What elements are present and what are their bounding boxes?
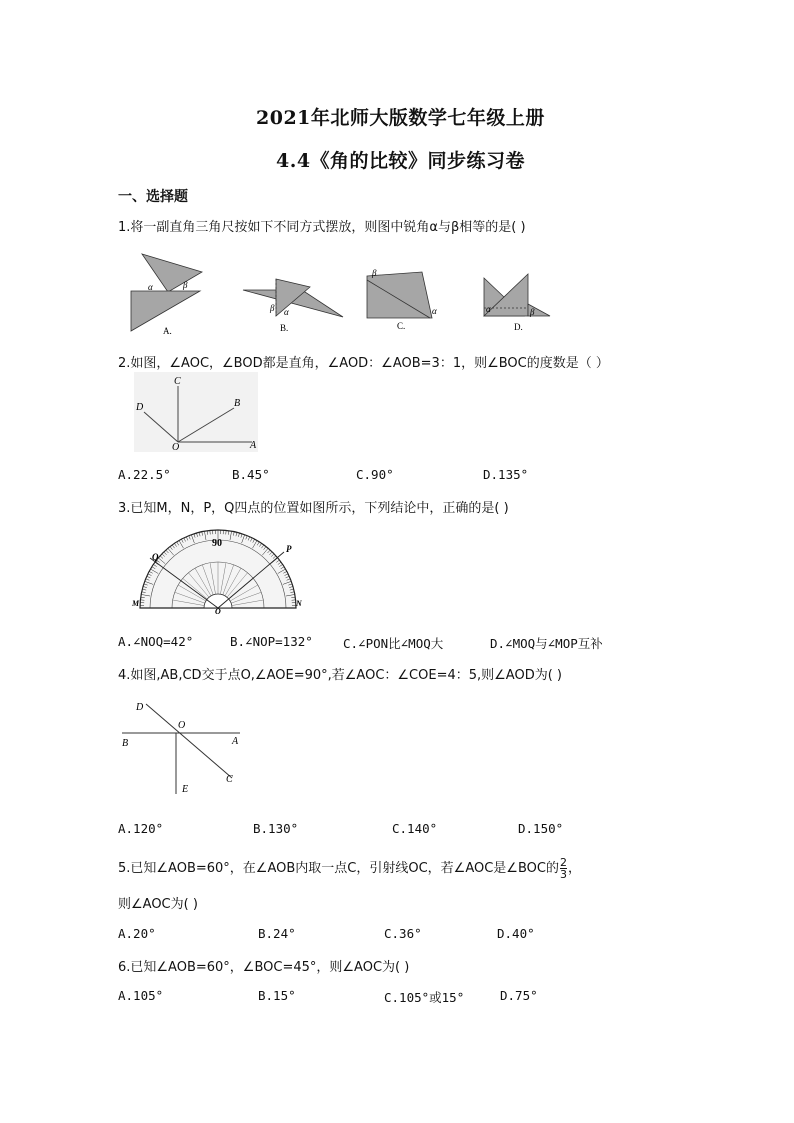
q1-figure-d [480, 272, 560, 336]
svg-text:α: α [432, 306, 437, 316]
q4-option-c: C.140° [392, 821, 438, 836]
q2-option-b: B.45° [232, 467, 270, 482]
svg-text:A: A [250, 440, 257, 451]
svg-text:α: α [486, 304, 491, 314]
question-4-text: 4.如图,AB,CD交于点O,∠AOE=90°,若∠AOC：∠COE=4：5,则∠AOD为( ) [118, 668, 562, 683]
svg-text:β: β [372, 268, 377, 278]
question-2-text: 2.如图，∠AOC，∠BOD都是直角，∠AOD：∠AOB=3：1，则∠BOC的度数是（ ） [118, 356, 609, 371]
question-5-text-line2: 则∠AOC为( ) [118, 897, 198, 912]
q3-option-a: A.∠NOQ=42° [118, 634, 194, 649]
q4-option-a: A.120° [118, 821, 164, 836]
q3-protractor-figure [130, 530, 306, 614]
svg-text:β: β [270, 303, 275, 313]
alpha-label: α [148, 282, 153, 292]
q4-option-d: D.150° [518, 821, 564, 836]
svg-text:90: 90 [212, 538, 222, 549]
svg-text:E: E [182, 784, 189, 795]
q5-option-b: B.24° [258, 926, 296, 941]
svg-text:Q: Q [152, 552, 159, 562]
svg-text:O: O [172, 442, 180, 453]
svg-text:O: O [178, 720, 186, 731]
q3-option-b: B.∠NOP=132° [230, 634, 313, 649]
figure-label-c: C. [397, 321, 406, 331]
svg-text:D: D [136, 402, 144, 413]
question-5-text: 5.已知∠AOB=60°，在∠AOB内取一点C，引射线OC，若∠AOC是∠BOC的 $\frac{2}{3}$ ， [118, 856, 581, 881]
q5-option-a: A.20° [118, 926, 156, 941]
svg-text:O: O [215, 607, 221, 616]
q1-figure-b [240, 275, 348, 335]
q4-figure [120, 698, 244, 798]
q2-figure [134, 372, 258, 452]
q6-option-c: C.105°或15° [384, 990, 465, 1005]
q5-option-d: D.40° [497, 926, 535, 941]
svg-text:D: D [136, 702, 144, 713]
svg-text:N: N [296, 599, 302, 608]
q1-figure-c [364, 266, 444, 336]
q6-option-b: B.15° [258, 988, 296, 1003]
title-sub: 4.4《角的比较》同步练习卷 [276, 150, 526, 172]
svg-text:β: β [530, 307, 535, 317]
svg-text:B: B [122, 738, 129, 749]
figure-label-b: B. [280, 323, 289, 333]
svg-text:C: C [226, 774, 233, 785]
q5-option-c: C.36° [384, 926, 422, 941]
q6-option-d: D.75° [500, 988, 538, 1003]
q3-option-d: D.∠MOQ与∠MOP互补 [490, 636, 603, 651]
q3-option-c: C.∠PON比∠MOQ大 [343, 636, 444, 651]
question-6-text: 6.已知∠AOB=60°，∠BOC=45°，则∠AOC为( ) [118, 960, 410, 975]
figure-label-a: A. [163, 326, 172, 336]
q2-option-d: D.135° [483, 467, 529, 482]
svg-text:M: M [132, 599, 140, 608]
question-1-text: 1.将一副直角三角尺按如下不同方式摆放，则图中锐角α与β相等的是( ) [118, 220, 526, 235]
svg-text:P: P [286, 544, 292, 554]
q2-option-c: C.90° [356, 467, 394, 482]
svg-text:α: α [284, 307, 289, 317]
figure-label-d: D. [514, 322, 523, 332]
q4-option-b: B.130° [253, 821, 299, 836]
section-heading: 一、选择题 [118, 189, 188, 205]
svg-text:B: B [234, 398, 241, 409]
fraction: $\frac{2}{3}$ [559, 856, 567, 881]
question-3-text: 3.已知M，N，P，Q四点的位置如图所示，下列结论中，正确的是( ) [118, 501, 509, 516]
q1-figure-a [128, 250, 208, 336]
svg-text:C: C [174, 376, 181, 387]
q2-option-a: A.22.5° [118, 467, 171, 482]
beta-label: β [183, 280, 188, 290]
title-main: 2021年北师大版数学七年级上册 [256, 107, 545, 129]
q6-option-a: A.105° [118, 988, 164, 1003]
svg-text:A: A [232, 736, 239, 747]
